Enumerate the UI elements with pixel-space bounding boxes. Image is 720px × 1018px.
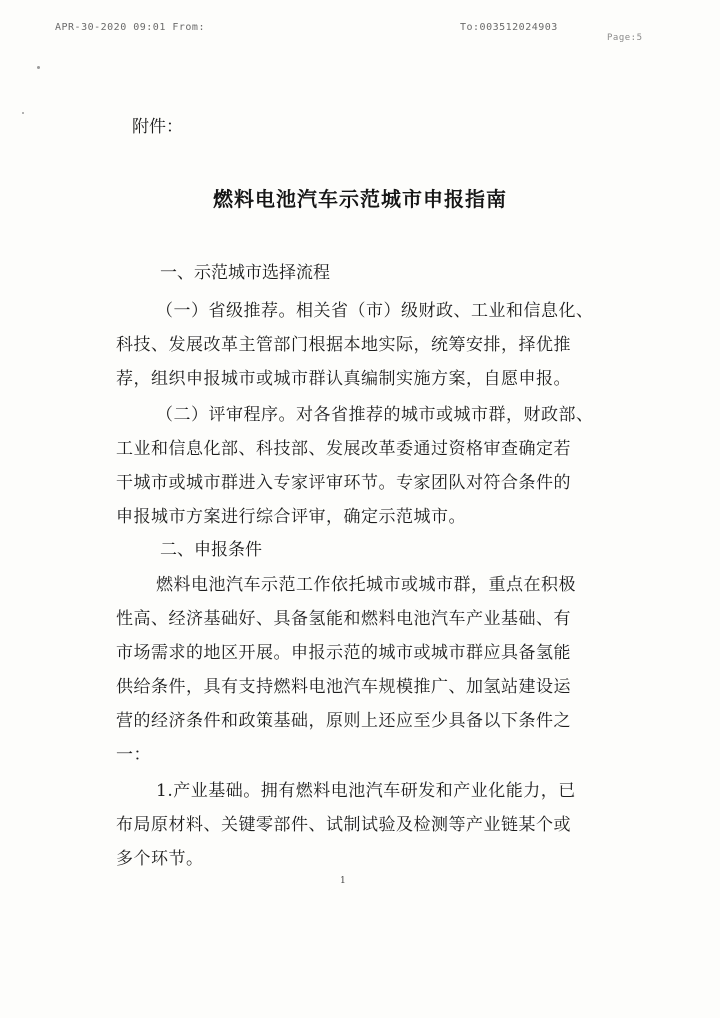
section-heading-2: 二、申报条件 [160, 540, 262, 560]
paragraph-line: 科技、发展改革主管部门根据本地实际，统筹安排，择优推 [116, 335, 571, 355]
paragraph-provincial-recommendation [116, 294, 596, 396]
paragraph-line: 荐，组织申报城市或城市群认真编制实施方案，自愿申报。 [116, 369, 571, 389]
paragraph-line: 市场需求的地区开展。申报示范的城市或城市群应具备氢能 [116, 643, 571, 663]
fax-header-from: APR-30-2020 09:01 From: [55, 22, 205, 33]
scan-speck [22, 112, 24, 114]
paragraph-line: （一）省级推荐。相关省（市）级财政、工业和信息化、 [156, 301, 594, 321]
attachment-label: 附件： [132, 117, 183, 137]
paragraph-line: 申报城市方案进行综合评审，确定示范城市。 [116, 507, 466, 527]
scan-speck [37, 66, 40, 69]
paragraph-line: 布局原材料、关键零部件、试制试验及检测等产业链某个或 [116, 815, 571, 835]
paragraph-review-procedure [116, 398, 596, 534]
paragraph-application-conditions [116, 568, 596, 772]
paragraph-line: 多个环节。 [116, 849, 204, 869]
paragraph-industrial-basis [116, 774, 596, 876]
paragraph-line: 性高、经济基础好、具备氢能和燃料电池汽车产业基础、有 [116, 609, 571, 629]
paragraph-line: 营的经济条件和政策基础，原则上还应至少具备以下条件之 [116, 711, 571, 731]
paragraph-line: 干城市或城市群进入专家评审环节。专家团队对符合条件的 [116, 473, 571, 493]
fax-header-page: Page:5 [607, 33, 643, 43]
paragraph-line: （二）评审程序。对各省推荐的城市或城市群，财政部、 [156, 405, 594, 425]
paragraph-line: 供给条件，具有支持燃料电池汽车规模推广、加氢站建设运 [116, 677, 571, 697]
fax-header-to: To:00351202490З [460, 22, 558, 33]
paragraph-line: 工业和信息化部、科技部、发展改革委通过资格审查确定若 [116, 439, 571, 459]
paragraph-line: 1.产业基础。拥有燃料电池汽车研发和产业化能力，已 [156, 781, 576, 801]
page-number: 1 [340, 876, 346, 886]
section-heading-1: 一、示范城市选择流程 [160, 263, 330, 283]
paragraph-line: 一： [116, 745, 151, 765]
document-title: 燃料电池汽车示范城市申报指南 [213, 187, 507, 211]
paragraph-line: 燃料电池汽车示范工作依托城市或城市群，重点在积极 [156, 575, 576, 595]
